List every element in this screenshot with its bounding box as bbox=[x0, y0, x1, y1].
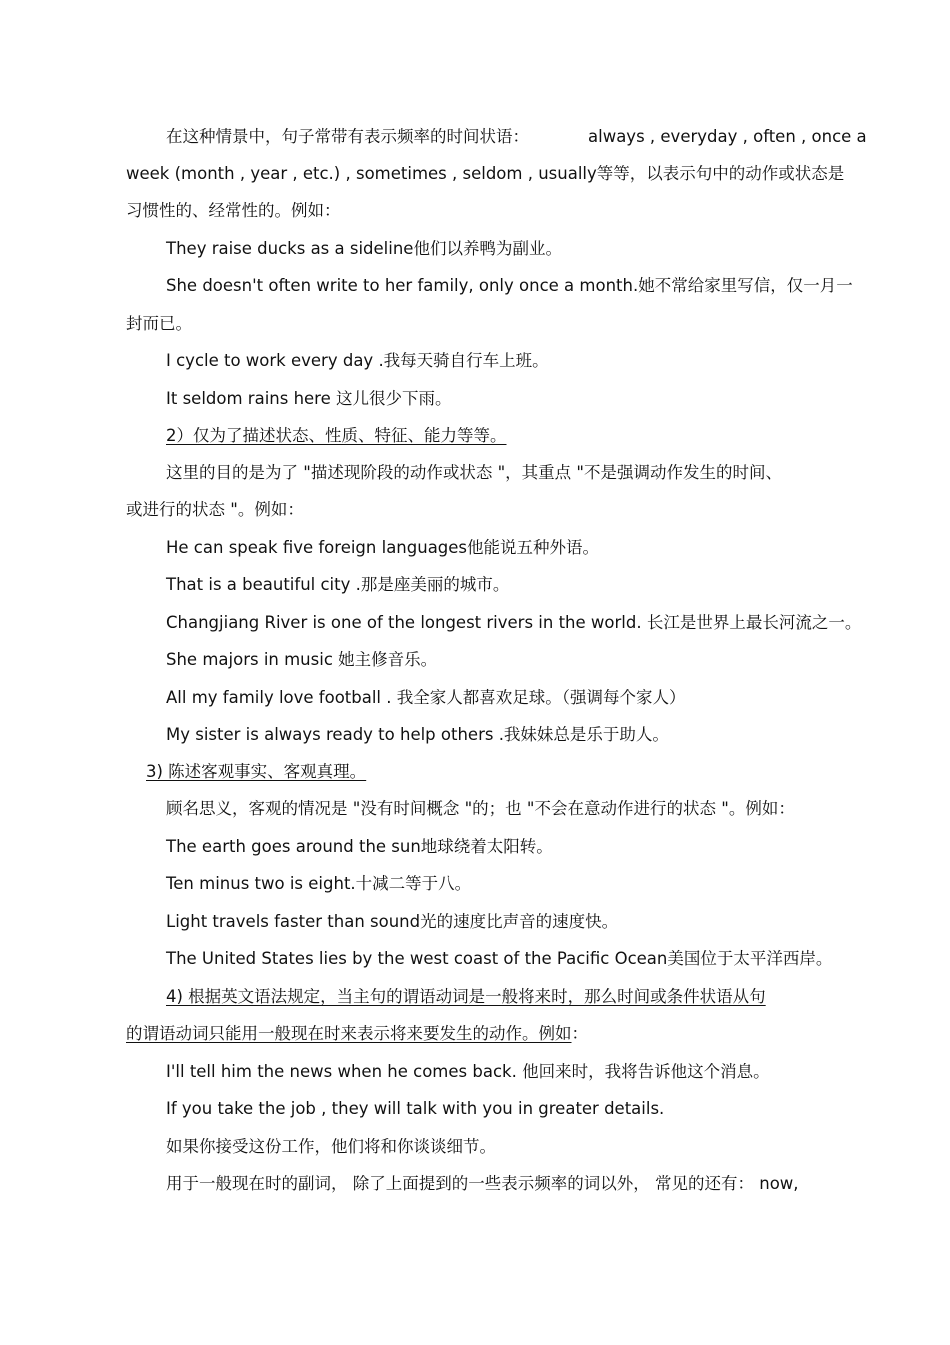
section-heading-4-continued bbox=[126, 1024, 588, 1044]
section-heading-4: 4) 根据英文语法规定，当主句的谓语动词是一般将来时，那么时间或条件状语从句 bbox=[166, 987, 766, 1006]
example-sentence: She doesn't often write to her family, only once a month.她不常给家里写信，仅一月一 bbox=[166, 276, 853, 295]
example-sentence: She majors in music 她主修音乐。 bbox=[166, 650, 438, 669]
example-sentence: It seldom rains here 这儿很少下雨。 bbox=[166, 389, 452, 408]
section-heading-2: 2）仅为了描述状态、性质、特征、能力等等。 bbox=[166, 426, 507, 445]
paragraph-line: 或进行的状态 "。例如： bbox=[126, 500, 304, 519]
paragraph-line: always , everyday , often , once a bbox=[588, 127, 867, 146]
example-sentence: Light travels faster than sound光的速度比声音的速度快。 bbox=[166, 912, 619, 931]
example-sentence: The United States lies by the west coast of the Pacific Ocean美国位于太平洋西岸。 bbox=[166, 949, 833, 968]
example-sentence: The earth goes around the sun地球绕着太阳转。 bbox=[166, 837, 553, 856]
paragraph-line: 习惯性的、经常性的。例如： bbox=[126, 201, 341, 220]
example-sentence: He can speak five foreign languages他能说五种外语。 bbox=[166, 538, 600, 557]
paragraph-line: 这里的目的是为了 "描述现阶段的动作或状态 "，其重点 "不是强调动作发生的时间、 bbox=[166, 463, 783, 482]
section-heading-4-colon: ： bbox=[571, 1024, 588, 1043]
section-heading-4-text: 的谓语动词只能用一般现在时来表示将来要发生的动作。例如 bbox=[126, 1024, 572, 1043]
example-translation: 如果你接受这份工作，他们将和你谈谈细节。 bbox=[166, 1137, 496, 1156]
example-sentence: Ten minus two is eight.十减二等于八。 bbox=[166, 874, 472, 893]
example-sentence: 封而已。 bbox=[126, 314, 192, 333]
paragraph-line: 在这种情景中，句子常带有表示频率的时间状语： bbox=[166, 127, 529, 146]
example-sentence: I cycle to work every day .我每天骑自行车上班。 bbox=[166, 351, 549, 370]
example-sentence: If you take the job , they will talk with you in greater details. bbox=[166, 1099, 665, 1118]
example-sentence: That is a beautiful city .那是座美丽的城市。 bbox=[166, 575, 510, 594]
example-sentence: My sister is always ready to help others .我妹妹总是乐于助人。 bbox=[166, 725, 669, 744]
example-sentence: I'll tell him the news when he comes back. 他回来时，我将告诉他这个消息。 bbox=[166, 1062, 770, 1081]
paragraph-line: 用于一般现在时的副词， 除了上面提到的一些表示频率的词以外， 常见的还有： now, bbox=[166, 1174, 799, 1193]
example-sentence: All my family love football . 我全家人都喜欢足球。（强调每个家人） bbox=[166, 688, 686, 707]
example-sentence: They raise ducks as a sideline他们以养鸭为副业。 bbox=[166, 239, 562, 258]
paragraph-line: 顾名思义，客观的情况是 "没有时间概念 "的；也 "不会在意动作进行的状态 "。例如： bbox=[166, 799, 795, 818]
paragraph-line: week (month , year , etc.) , sometimes , seldom , usually等等，以表示句中的动作或状态是 bbox=[126, 164, 845, 183]
section-heading-3: 3) 陈述客观事实、客观真理。 bbox=[146, 762, 367, 781]
example-sentence: Changjiang River is one of the longest rivers in the world. 长江是世界上最长河流之一。 bbox=[166, 613, 862, 632]
